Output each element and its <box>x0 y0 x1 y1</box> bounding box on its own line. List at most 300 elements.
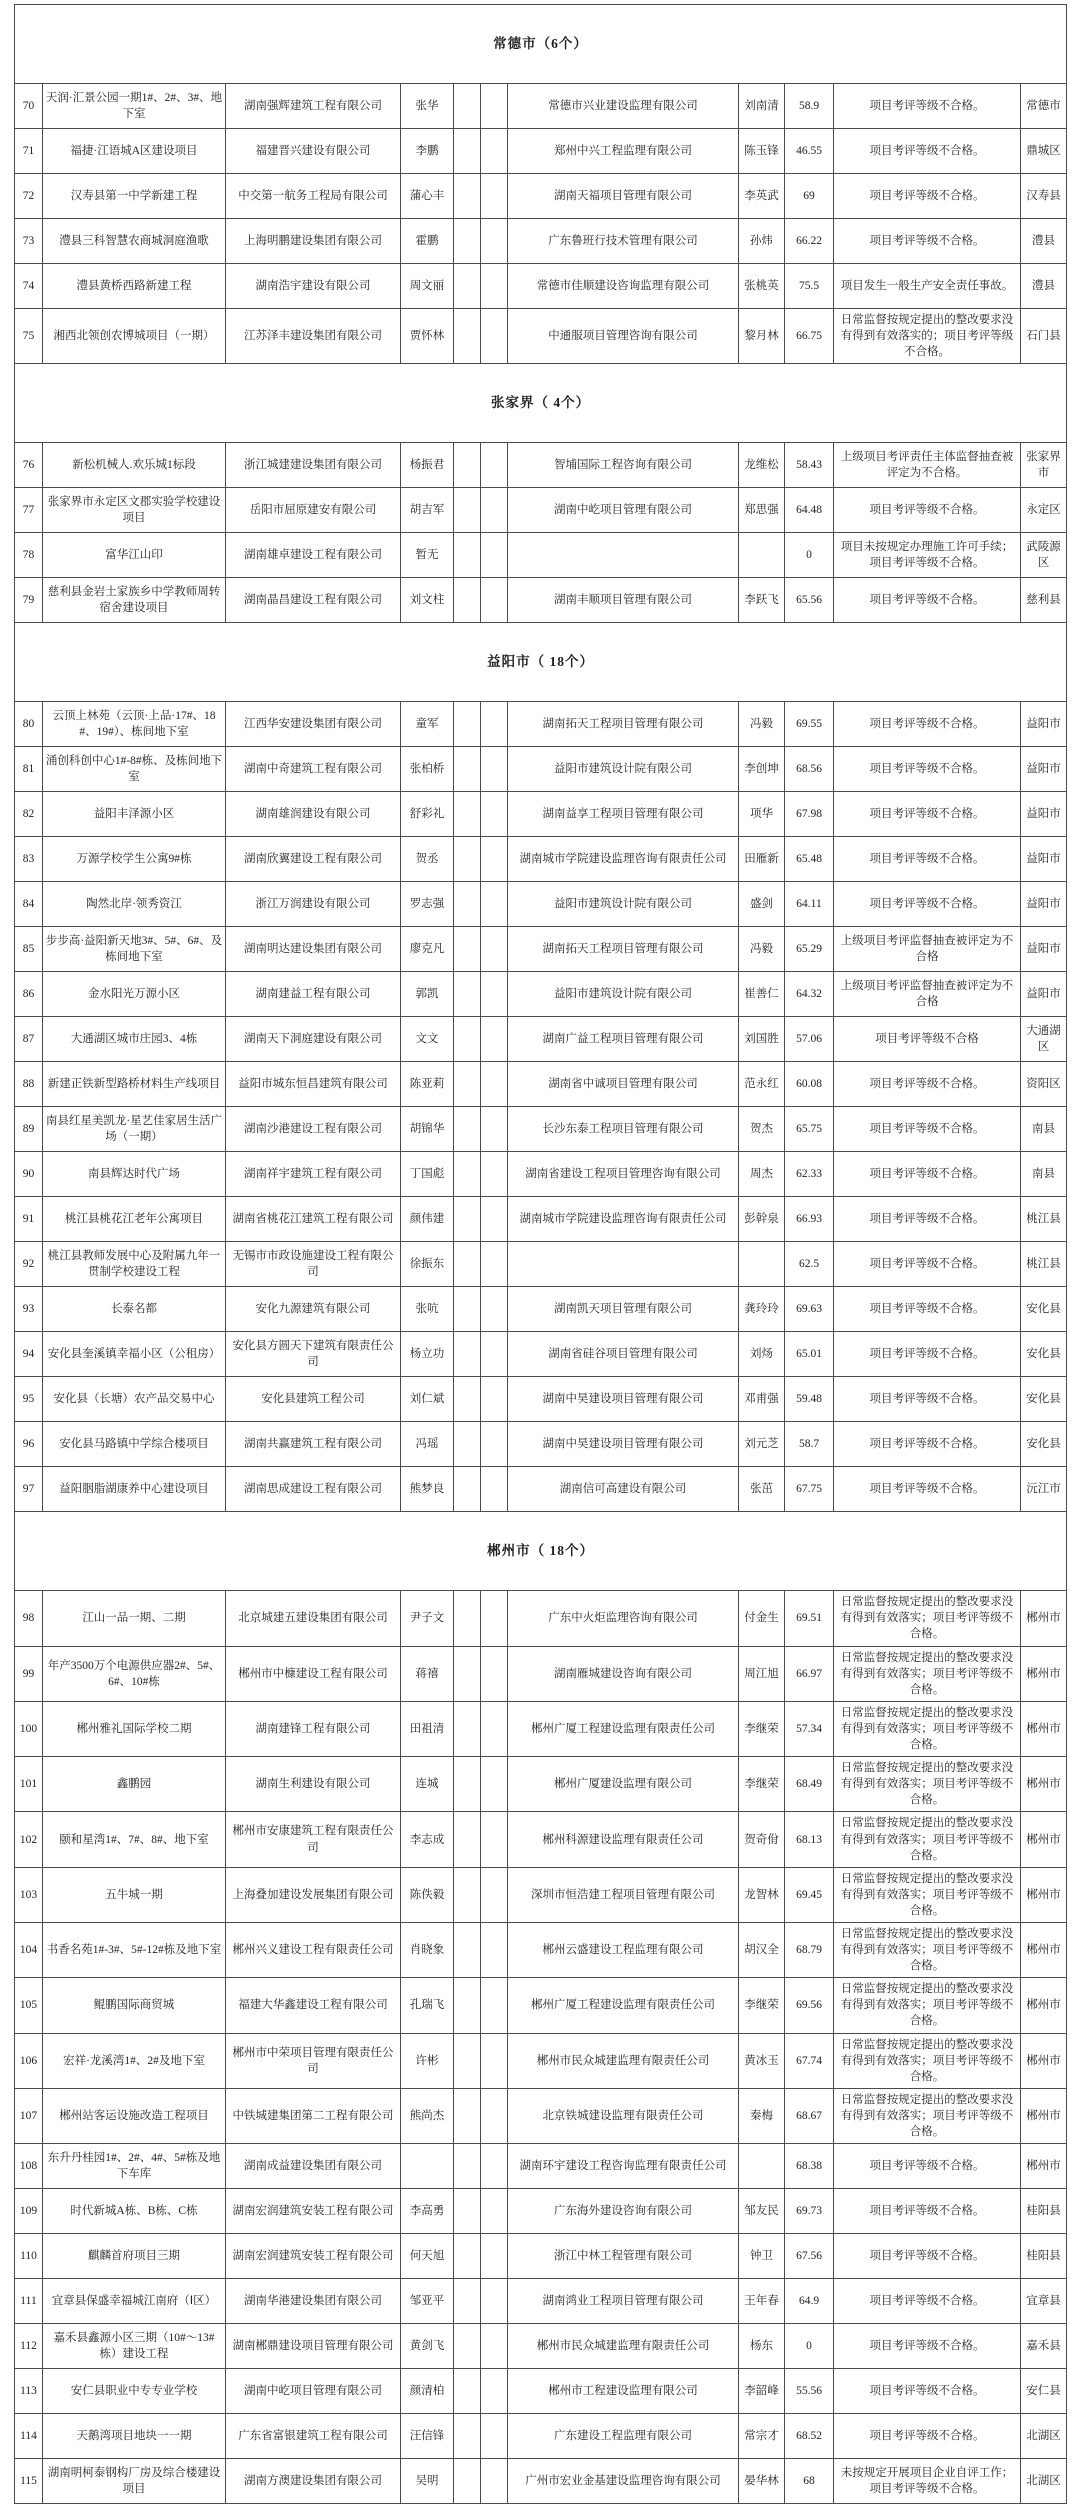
score: 69.55 <box>785 702 834 747</box>
supervision-company: 湖南广益工程项目管理有限公司 <box>508 1017 739 1062</box>
supervision-company: 湖南信可高建设有限公司 <box>508 1467 739 1512</box>
empty-cell <box>454 1646 481 1701</box>
section-title: 益阳市（ 18个） <box>15 623 1067 702</box>
table-row <box>15 2189 1067 2234</box>
supervision-person: 杨东 <box>739 2324 785 2369</box>
supervision-person: 贺杰 <box>739 1107 785 1152</box>
score: 66.22 <box>785 219 834 264</box>
empty-cell <box>481 219 508 264</box>
empty-cell <box>481 1922 508 1977</box>
empty-cell <box>481 1591 508 1646</box>
project-name: 大通湖区城市庄园3、4栋 <box>43 1017 226 1062</box>
supervision-person: 盛剑 <box>739 882 785 927</box>
empty-cell <box>454 792 481 837</box>
score: 57.34 <box>785 1701 834 1756</box>
section-header-row <box>15 623 1067 702</box>
district: 郴州市 <box>1021 1591 1067 1646</box>
construction-person: 徐振东 <box>401 1242 454 1287</box>
empty-cell <box>481 1242 508 1287</box>
empty-cell <box>454 1287 481 1332</box>
district: 桂阳县 <box>1021 2234 1067 2279</box>
empty-cell <box>454 927 481 972</box>
district: 安化县 <box>1021 1332 1067 1377</box>
row-number: 110 <box>15 2234 43 2279</box>
construction-company: 广东省富银建筑工程有限公司 <box>226 2414 401 2459</box>
supervision-company: 郴州广厦建设监理有限公司 <box>508 1757 739 1812</box>
remark: 项目考评等级不合格。 <box>834 1197 1021 1242</box>
row-number: 108 <box>15 2144 43 2189</box>
empty-cell <box>481 1017 508 1062</box>
supervision-person: 周江旭 <box>739 1646 785 1701</box>
supervision-company: 郴州科源建设监理有限责任公司 <box>508 1812 739 1867</box>
empty-cell <box>481 1867 508 1922</box>
table-row <box>15 1242 1067 1287</box>
table-row <box>15 1152 1067 1197</box>
supervision-person: 田雁新 <box>739 837 785 882</box>
construction-company: 湖南明达建设集团有限公司 <box>226 927 401 972</box>
supervision-person: 刘南清 <box>739 84 785 129</box>
district: 北湖区 <box>1021 2459 1067 2504</box>
construction-person: 颜清柏 <box>401 2369 454 2414</box>
remark: 项目考评等级不合格。 <box>834 1332 1021 1377</box>
construction-company: 湖南欣翼建设工程有限公司 <box>226 837 401 882</box>
empty-cell <box>454 2459 481 2504</box>
row-number: 87 <box>15 1017 43 1062</box>
empty-cell <box>481 264 508 309</box>
empty-cell <box>481 1757 508 1812</box>
project-name: 鲲鹏国际商贸城 <box>43 1978 226 2033</box>
empty-cell <box>454 2324 481 2369</box>
row-number: 114 <box>15 2414 43 2459</box>
construction-company: 湖南省桃花江建筑工程有限公司 <box>226 1197 401 1242</box>
table-row <box>15 84 1067 129</box>
row-number: 73 <box>15 219 43 264</box>
remark: 项目考评等级不合格。 <box>834 1422 1021 1467</box>
empty-cell <box>481 1978 508 2033</box>
construction-company: 安化九源建筑有限公司 <box>226 1287 401 1332</box>
remark: 项目未按规定办理施工许可手续；项目考评等级不合格。 <box>834 533 1021 578</box>
construction-company: 湖南建锋工程有限公司 <box>226 1701 401 1756</box>
row-number: 92 <box>15 1242 43 1287</box>
score: 57.06 <box>785 1017 834 1062</box>
table-row <box>15 837 1067 882</box>
row-number: 84 <box>15 882 43 927</box>
supervision-person: 刘国胜 <box>739 1017 785 1062</box>
construction-person: 张柏桥 <box>401 747 454 792</box>
supervision-company <box>508 533 739 578</box>
supervision-person: 崔善仁 <box>739 972 785 1017</box>
project-name: 安化县奎溪镇幸福小区（公租房） <box>43 1332 226 1377</box>
score: 62.5 <box>785 1242 834 1287</box>
supervision-company: 湖南天福项目管理有限公司 <box>508 174 739 219</box>
supervision-company: 湖南凯天项目管理有限公司 <box>508 1287 739 1332</box>
section-title: 常德市（6个） <box>15 5 1067 84</box>
project-name: 澧县黄桥西路新建工程 <box>43 264 226 309</box>
district: 资阳区 <box>1021 1062 1067 1107</box>
empty-cell <box>481 1062 508 1107</box>
supervision-person: 李继荣 <box>739 1701 785 1756</box>
score: 68.49 <box>785 1757 834 1812</box>
supervision-person: 刘炀 <box>739 1332 785 1377</box>
score: 69.51 <box>785 1591 834 1646</box>
supervision-company: 湖南鸿业工程项目管理有限公司 <box>508 2279 739 2324</box>
district: 益阳市 <box>1021 837 1067 882</box>
remark: 项目考评等级不合格。 <box>834 747 1021 792</box>
empty-cell <box>481 309 508 364</box>
section-title: 张家界（ 4个） <box>15 364 1067 443</box>
supervision-person <box>739 1242 785 1287</box>
score: 64.9 <box>785 2279 834 2324</box>
empty-cell <box>454 1332 481 1377</box>
construction-company: 中交第一航务工程局有限公司 <box>226 174 401 219</box>
construction-person: 廖克凡 <box>401 927 454 972</box>
district: 沅江市 <box>1021 1467 1067 1512</box>
remark: 日常监督按规定提出的整改要求没有得到有效落实；项目考评等级不合格。 <box>834 1591 1021 1646</box>
remark: 项目考评等级不合格。 <box>834 174 1021 219</box>
district: 桂阳县 <box>1021 2189 1067 2234</box>
project-name: 天润·汇景公园一期1#、2#、3#、地下室 <box>43 84 226 129</box>
project-name: 南县辉达时代广场 <box>43 1152 226 1197</box>
remark: 未按规定开展项目企业自评工作；项目考评等级不合格。 <box>834 2459 1021 2504</box>
row-number: 112 <box>15 2324 43 2369</box>
empty-cell <box>454 443 481 488</box>
supervision-company: 常德市兴业建设监理有限公司 <box>508 84 739 129</box>
project-name: 步步高·益阳新天地3#、5#、6#、及栋间地下室 <box>43 927 226 972</box>
construction-person: 熊梦良 <box>401 1467 454 1512</box>
construction-person: 郭凯 <box>401 972 454 1017</box>
construction-company: 上海明鹏建设集团有限公司 <box>226 219 401 264</box>
project-name: 福捷·江语城A区建设项目 <box>43 129 226 174</box>
empty-cell <box>454 1467 481 1512</box>
district: 汉寿县 <box>1021 174 1067 219</box>
supervision-person: 彭幹泉 <box>739 1197 785 1242</box>
supervision-person <box>739 2144 785 2189</box>
supervision-company: 湖南省硅谷项目管理有限公司 <box>508 1332 739 1377</box>
score: 58.9 <box>785 84 834 129</box>
score: 67.56 <box>785 2234 834 2279</box>
supervision-person: 李继荣 <box>739 1978 785 2033</box>
project-name: 书香名苑1#-3#、5#-12#栋及地下室 <box>43 1922 226 1977</box>
supervision-company: 郴州市民众城建监理有限责任公司 <box>508 2324 739 2369</box>
project-name: 安化县马路镇中学综合楼项目 <box>43 1422 226 1467</box>
empty-cell <box>481 837 508 882</box>
empty-cell <box>481 2369 508 2414</box>
empty-cell <box>454 1757 481 1812</box>
remark: 项目考评等级不合格。 <box>834 882 1021 927</box>
table-row <box>15 1812 1067 1867</box>
construction-person: 汪信锋 <box>401 2414 454 2459</box>
supervision-company: 广东中火炬监理咨询有限公司 <box>508 1591 739 1646</box>
table-row <box>15 1757 1067 1812</box>
row-number: 79 <box>15 578 43 623</box>
row-number: 89 <box>15 1107 43 1152</box>
construction-person: 吴明 <box>401 2459 454 2504</box>
construction-person: 霍鹏 <box>401 219 454 264</box>
remark: 项目考评等级不合格。 <box>834 2279 1021 2324</box>
remark: 项目考评等级不合格。 <box>834 2324 1021 2369</box>
table-row <box>15 1701 1067 1756</box>
supervision-person: 项华 <box>739 792 785 837</box>
row-number: 113 <box>15 2369 43 2414</box>
construction-person: 贾怀林 <box>401 309 454 364</box>
empty-cell <box>481 443 508 488</box>
supervision-person: 冯毅 <box>739 927 785 972</box>
table-row <box>15 2144 1067 2189</box>
construction-company: 湖南思成建设工程有限公司 <box>226 1467 401 1512</box>
construction-company: 湖南中奇建筑工程有限公司 <box>226 747 401 792</box>
district: 益阳市 <box>1021 702 1067 747</box>
empty-cell <box>481 882 508 927</box>
table-row <box>15 1107 1067 1152</box>
supervision-company: 湖南省建设工程项目管理咨询有限公司 <box>508 1152 739 1197</box>
supervision-company: 浙江中林工程管理有限公司 <box>508 2234 739 2279</box>
row-number: 103 <box>15 1867 43 1922</box>
remark: 项目考评等级不合格。 <box>834 488 1021 533</box>
remark: 日常监督按规定提出的整改要求没有得到有效落实；项目考评等级不合格。 <box>834 2088 1021 2143</box>
construction-company: 湖南宏润建筑安装工程有限公司 <box>226 2189 401 2234</box>
empty-cell <box>454 1017 481 1062</box>
project-name: 嘉禾县鑫源小区三期（10#～13#栋）建设工程 <box>43 2324 226 2369</box>
score: 62.33 <box>785 1152 834 1197</box>
empty-cell <box>454 837 481 882</box>
score: 65.75 <box>785 1107 834 1152</box>
remark: 项目考评等级不合格。 <box>834 702 1021 747</box>
empty-cell <box>481 792 508 837</box>
score: 68 <box>785 2459 834 2504</box>
construction-person: 张华 <box>401 84 454 129</box>
empty-cell <box>454 1242 481 1287</box>
row-number: 72 <box>15 174 43 219</box>
district: 郴州市 <box>1021 1757 1067 1812</box>
row-number: 85 <box>15 927 43 972</box>
district: 安化县 <box>1021 1287 1067 1332</box>
project-name: 万源学校学生公寓9#栋 <box>43 837 226 882</box>
row-number: 74 <box>15 264 43 309</box>
supervision-person: 周杰 <box>739 1152 785 1197</box>
supervision-company: 湖南环宇建设工程咨询监理有限责任公司 <box>508 2144 739 2189</box>
construction-person: 蒲心丰 <box>401 174 454 219</box>
supervision-company: 益阳市建筑设计院有限公司 <box>508 882 739 927</box>
empty-cell <box>481 1812 508 1867</box>
table-row <box>15 578 1067 623</box>
remark: 项目考评等级不合格。 <box>834 2144 1021 2189</box>
remark: 项目考评等级不合格。 <box>834 1062 1021 1107</box>
empty-cell <box>454 972 481 1017</box>
remark: 项目考评等级不合格。 <box>834 792 1021 837</box>
construction-company: 湖南郴鼎建设项目管理有限公司 <box>226 2324 401 2369</box>
table-row <box>15 2369 1067 2414</box>
supervision-company: 湖南中昊建设项目管理有限公司 <box>508 1422 739 1467</box>
empty-cell <box>481 1197 508 1242</box>
construction-person: 舒彩礼 <box>401 792 454 837</box>
project-name: 颐和星湾1#、7#、8#、地下室 <box>43 1812 226 1867</box>
supervision-company: 湖南雁城建设咨询有限公司 <box>508 1646 739 1701</box>
empty-cell <box>481 2088 508 2143</box>
supervision-company: 湖南城市学院建设监理咨询有限责任公司 <box>508 1197 739 1242</box>
row-number: 71 <box>15 129 43 174</box>
empty-cell <box>454 1422 481 1467</box>
remark: 项目考评等级不合格。 <box>834 1287 1021 1332</box>
row-number: 94 <box>15 1332 43 1377</box>
table-row <box>15 792 1067 837</box>
supervision-company: 郴州广厦工程建设监理有限责任公司 <box>508 1701 739 1756</box>
remark: 项目考评等级不合格。 <box>834 2369 1021 2414</box>
score: 65.29 <box>785 927 834 972</box>
project-name: 长泰名都 <box>43 1287 226 1332</box>
construction-company: 湖南建益工程有限公司 <box>226 972 401 1017</box>
supervision-company: 湖南中屹项目管理有限公司 <box>508 488 739 533</box>
row-number: 76 <box>15 443 43 488</box>
score: 66.93 <box>785 1197 834 1242</box>
row-number: 75 <box>15 309 43 364</box>
supervision-person: 龚玲玲 <box>739 1287 785 1332</box>
district: 南县 <box>1021 1152 1067 1197</box>
empty-cell <box>481 1332 508 1377</box>
score: 0 <box>785 533 834 578</box>
remark: 项目考评等级不合格 <box>834 1017 1021 1062</box>
construction-person: 李鹏 <box>401 129 454 174</box>
score: 60.08 <box>785 1062 834 1107</box>
table-row <box>15 1922 1067 1977</box>
table-row <box>15 533 1067 578</box>
table-row <box>15 747 1067 792</box>
construction-company: 湖南天下洞庭建设有限公司 <box>226 1017 401 1062</box>
score: 67.74 <box>785 2033 834 2088</box>
construction-company: 湖南生利建设有限公司 <box>226 1757 401 1812</box>
district: 郴州市 <box>1021 1701 1067 1756</box>
empty-cell <box>454 533 481 578</box>
district: 鼎城区 <box>1021 129 1067 174</box>
remark: 日常监督按规定提出的整改要求没有得到有效落实；项目考评等级不合格。 <box>834 1701 1021 1756</box>
construction-company: 湖南宏润建筑安装工程有限公司 <box>226 2234 401 2279</box>
remark: 日常监督按规定提出的整改要求没有得到有效落实；项目考评等级不合格。 <box>834 1922 1021 1977</box>
score: 58.7 <box>785 1422 834 1467</box>
supervision-company: 湖南拓天工程项目管理有限公司 <box>508 702 739 747</box>
remark: 项目考评等级不合格。 <box>834 219 1021 264</box>
score: 65.48 <box>785 837 834 882</box>
construction-person: 丁国彪 <box>401 1152 454 1197</box>
supervision-person: 陈玉锋 <box>739 129 785 174</box>
empty-cell <box>454 1197 481 1242</box>
empty-cell <box>481 129 508 174</box>
construction-person: 杨立功 <box>401 1332 454 1377</box>
empty-cell <box>481 533 508 578</box>
project-name: 郴州站客运设施改造工程项目 <box>43 2088 226 2143</box>
district: 桃江县 <box>1021 1197 1067 1242</box>
score: 55.56 <box>785 2369 834 2414</box>
table-container <box>14 4 1066 2504</box>
row-number: 115 <box>15 2459 43 2504</box>
supervision-person: 郑思强 <box>739 488 785 533</box>
row-number: 104 <box>15 1922 43 1977</box>
construction-company: 郴州市中槺建设工程有限公司 <box>226 1646 401 1701</box>
construction-company: 江西华安建设集团有限公司 <box>226 702 401 747</box>
district: 益阳市 <box>1021 747 1067 792</box>
row-number: 100 <box>15 1701 43 1756</box>
project-name: 慈利县金岩土家族乡中学教师周转宿舍建设项目 <box>43 578 226 623</box>
construction-person <box>401 2144 454 2189</box>
project-name: 宏祥·龙溪湾1#、2#及地下室 <box>43 2033 226 2088</box>
row-number: 80 <box>15 702 43 747</box>
empty-cell <box>481 2459 508 2504</box>
empty-cell <box>481 747 508 792</box>
empty-cell <box>481 1422 508 1467</box>
supervision-company: 长沙东泰工程项目管理有限公司 <box>508 1107 739 1152</box>
empty-cell <box>481 2033 508 2088</box>
district: 郴州市 <box>1021 1646 1067 1701</box>
project-name: 陶然北岸·领秀资江 <box>43 882 226 927</box>
row-number: 101 <box>15 1757 43 1812</box>
remark: 上级项目考评监督抽查被评定为不合格 <box>834 927 1021 972</box>
row-number: 98 <box>15 1591 43 1646</box>
remark: 项目考评等级不合格。 <box>834 2414 1021 2459</box>
table-row <box>15 1332 1067 1377</box>
empty-cell <box>481 1287 508 1332</box>
table-row <box>15 2324 1067 2369</box>
remark: 项目考评等级不合格。 <box>834 1152 1021 1197</box>
score: 69 <box>785 174 834 219</box>
construction-company: 郴州市安康建筑工程有限责任公司 <box>226 1812 401 1867</box>
construction-company: 安化县建筑工程公司 <box>226 1377 401 1422</box>
empty-cell <box>454 1107 481 1152</box>
score: 67.75 <box>785 1467 834 1512</box>
empty-cell <box>481 174 508 219</box>
table-row <box>15 1646 1067 1701</box>
project-name: 涌创科创中心1#-8#栋、及栋间地下室 <box>43 747 226 792</box>
row-number: 106 <box>15 2033 43 2088</box>
table-row <box>15 1062 1067 1107</box>
row-number: 99 <box>15 1646 43 1701</box>
project-name: 湖南明柯泰钢构厂房及综合楼建设项目 <box>43 2459 226 2504</box>
construction-person: 贺丞 <box>401 837 454 882</box>
score: 68.67 <box>785 2088 834 2143</box>
empty-cell <box>454 1377 481 1422</box>
score: 68.56 <box>785 747 834 792</box>
remark: 项目考评等级不合格。 <box>834 84 1021 129</box>
district: 郴州市 <box>1021 1978 1067 2033</box>
supervision-company: 中通服项目管理咨询有限公司 <box>508 309 739 364</box>
construction-person: 李高勇 <box>401 2189 454 2234</box>
construction-company: 益阳市城东恒昌建筑有限公司 <box>226 1062 401 1107</box>
empty-cell <box>454 488 481 533</box>
supervision-company: 深圳市恒浩建工程项目管理有限公司 <box>508 1867 739 1922</box>
table-row <box>15 264 1067 309</box>
score: 64.32 <box>785 972 834 1017</box>
row-number: 102 <box>15 1812 43 1867</box>
district: 南县 <box>1021 1107 1067 1152</box>
table-row <box>15 1422 1067 1467</box>
supervision-person: 龙维松 <box>739 443 785 488</box>
district: 桃江县 <box>1021 1242 1067 1287</box>
remark: 项目考评等级不合格。 <box>834 2234 1021 2279</box>
project-name: 时代新城A栋、B栋、C栋 <box>43 2189 226 2234</box>
district: 宜章县 <box>1021 2279 1067 2324</box>
empty-cell <box>481 1152 508 1197</box>
row-number: 96 <box>15 1422 43 1467</box>
construction-company: 郴州兴义建设工程有限责任公司 <box>226 1922 401 1977</box>
empty-cell <box>481 2189 508 2234</box>
row-number: 77 <box>15 488 43 533</box>
row-number: 93 <box>15 1287 43 1332</box>
row-number: 78 <box>15 533 43 578</box>
supervision-company: 郑州中兴工程监理有限公司 <box>508 129 739 174</box>
supervision-company: 广东海外建设咨询有限公司 <box>508 2189 739 2234</box>
supervision-person: 李跃飞 <box>739 578 785 623</box>
district: 慈利县 <box>1021 578 1067 623</box>
district: 益阳市 <box>1021 882 1067 927</box>
empty-cell <box>481 84 508 129</box>
construction-company: 湖南成益建设集团有限公司 <box>226 2144 401 2189</box>
